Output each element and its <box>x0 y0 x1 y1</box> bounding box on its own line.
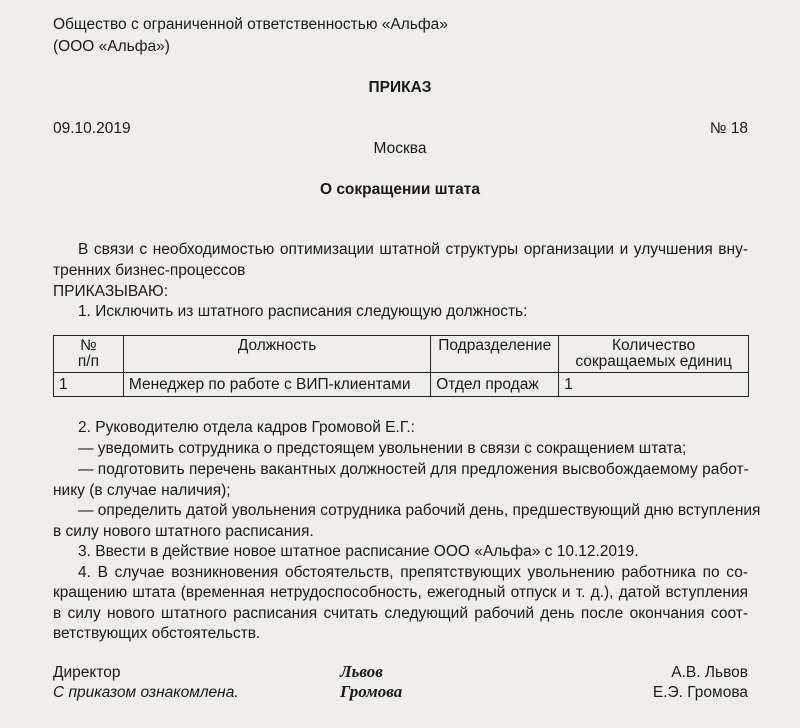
document-number: № 18 <box>709 120 748 137</box>
acknowledgement-signature: Громова <box>340 682 403 701</box>
header-qty-line-1: Количество <box>611 337 696 354</box>
item-2-dash-3-line-2: в силу нового штатного расписания. <box>53 523 314 540</box>
document-title: ПРИКАЗ <box>368 79 432 96</box>
header-num-line-1: № <box>80 337 97 354</box>
order-word: ПРИКАЗЫВАЮ: <box>53 283 169 300</box>
item-3: 3. Ввести в действие новое штатное расписание ООО «Альфа» с 10.12.2019. <box>78 543 639 560</box>
director-signature: Львов <box>340 662 383 681</box>
item-4-line-4: ветствующих обстоятельств. <box>53 625 261 642</box>
acknowledgement-label: С приказом ознакомлена. <box>53 684 239 701</box>
document-subject: О сокращении штата <box>319 181 481 198</box>
director-label: Директор <box>53 664 121 681</box>
org-name: Общество с ограниченной ответственностью «Альфа» <box>53 16 448 33</box>
column-header-number <box>54 336 124 373</box>
item-1: 1. Исключить из штатного расписания следующую должность: <box>78 303 528 320</box>
cell-position: Менеджер по работе с ВИП-клиентами <box>123 373 430 397</box>
item-2: 2. Руководителю отдела кадров Громовой Е.Г.: <box>78 419 415 436</box>
acknowledgement-name: Е.Э. Громова <box>652 684 748 701</box>
intro-line-2: тренних бизнес-процессов <box>53 262 246 279</box>
document-city: Москва <box>373 140 427 157</box>
director-name: А.В. Львов <box>671 664 748 681</box>
column-header-department: Подразделение <box>431 336 559 373</box>
column-header-quantity <box>559 336 749 373</box>
header-qty-line-2: сокращаемых единиц <box>575 353 732 370</box>
item-2-dash-2-line-1: — подготовить перечень вакантных должностей для предложения высвобождаемому работ- <box>78 461 749 478</box>
cell-quantity: 1 <box>559 373 749 397</box>
header-num-line-2: п/п <box>77 353 99 370</box>
document-date: 09.10.2019 <box>53 120 131 137</box>
table-header-row <box>54 336 749 373</box>
positions-table <box>53 335 749 397</box>
table-row <box>54 373 749 397</box>
item-2-dash-3-line-1: — определить датой увольнения сотрудника рабочий день, предшествующий дню вступления <box>78 502 761 519</box>
item-2-dash-2-line-2: нику (в случае наличия); <box>53 482 231 499</box>
item-2-dash-1: — уведомить сотрудника о предстоящем увольнении в связи с сокращением штата; <box>78 440 687 457</box>
item-4-line-3: в силу нового штатного расписания считать следующий рабочий день после окончания соот- <box>53 605 748 622</box>
item-4-line-1: 4. В случае возникновения обстоятельств, препятствующих увольнению работника по со- <box>78 564 748 581</box>
cell-number: 1 <box>54 373 124 397</box>
column-header-position: Должность <box>123 336 430 373</box>
cell-department: Отдел продаж <box>431 373 559 397</box>
intro-line-1: В связи с необходимостью оптимизации штатной структуры организации и улучшения вну- <box>78 241 748 258</box>
org-short-name: (ООО «Альфа») <box>53 38 170 55</box>
item-4-line-2: кращению штата (временная нетрудоспособность, ежегодный отпуск и т. д.), датой вступления <box>53 584 748 601</box>
